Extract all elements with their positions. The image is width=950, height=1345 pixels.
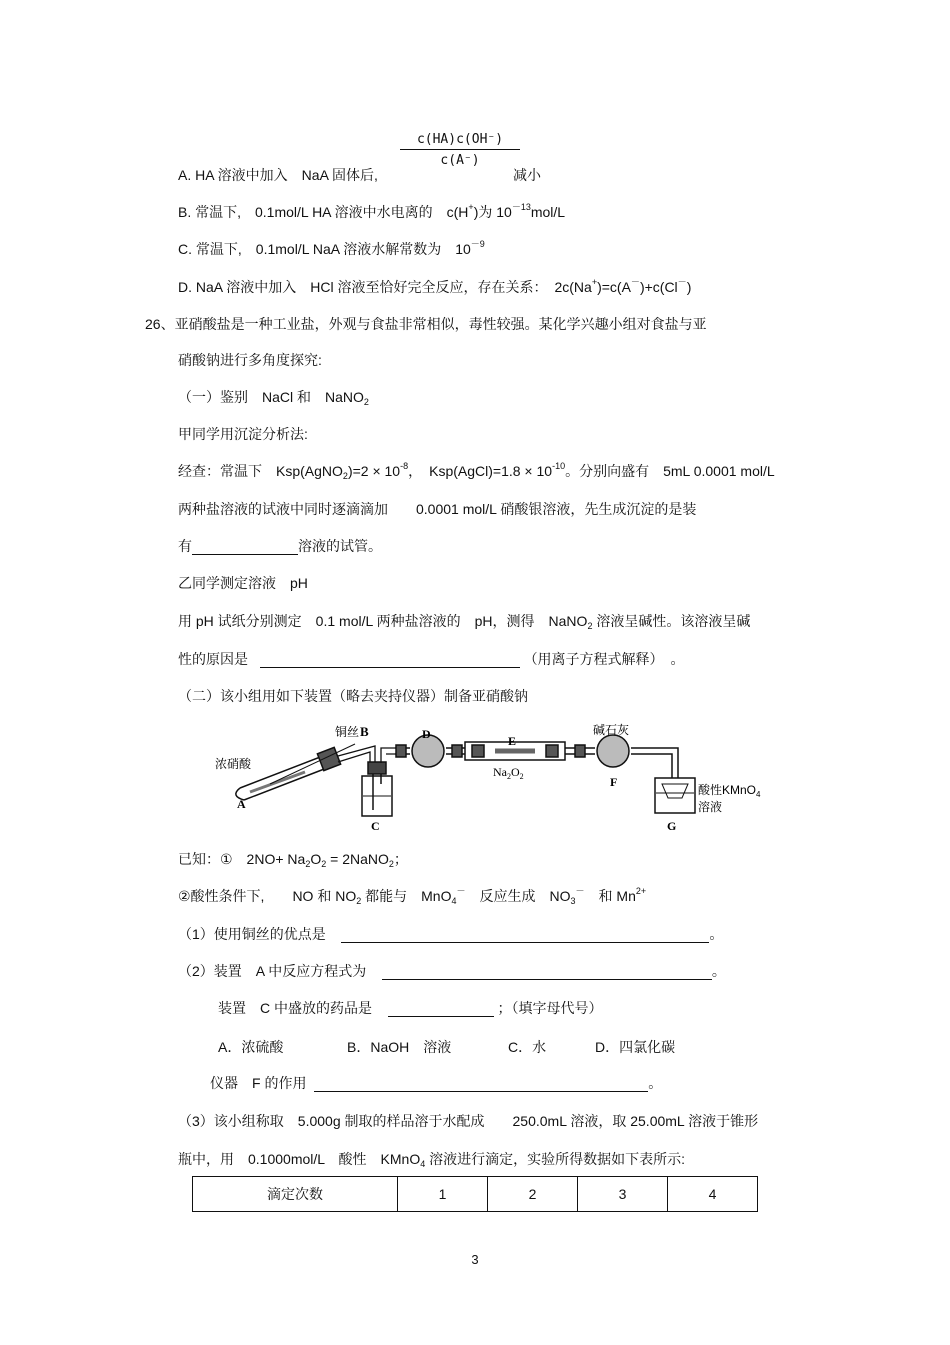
tube-e xyxy=(465,742,575,760)
label-a: A xyxy=(237,797,246,811)
sup: － xyxy=(575,886,585,896)
option-b xyxy=(178,203,565,221)
ksp-end: 。分别向盛有 5mL 0.0001 mol/L xyxy=(565,463,775,479)
sub: 2 xyxy=(587,621,593,631)
sub: 4 xyxy=(451,896,457,906)
ksp-mid: )=2 × 10 xyxy=(347,463,401,479)
titration-table xyxy=(192,1176,758,1212)
question-1 xyxy=(178,925,723,943)
option-b-mid: )为 10 xyxy=(473,204,512,220)
answer-blank[interactable] xyxy=(382,965,712,980)
option-d-mid: )=c(A xyxy=(597,279,631,295)
tube-a xyxy=(236,747,341,800)
jia-line: 甲同学用沉淀分析法: xyxy=(178,426,308,442)
option-b-unit: mol/L xyxy=(530,204,566,220)
reason-line xyxy=(178,650,685,668)
table-header-cell: 1 xyxy=(398,1177,488,1212)
page-number: 3 xyxy=(471,1252,479,1267)
sub: 2 xyxy=(388,859,394,869)
question-3-line2-text: 瓶中，用 0.1000mol/L 酸性 KMnO xyxy=(178,1151,421,1167)
ksp-mid2: ， Ksp(AgCl)=1.8 × 10 xyxy=(408,463,553,479)
question-2-text: （2）装置 A 中反应方程式为 xyxy=(178,963,367,979)
you-end: 溶液的试管。 xyxy=(298,538,382,554)
c-to-d-tube xyxy=(381,748,395,763)
sup: 2+ xyxy=(635,886,647,896)
label-b: B xyxy=(360,724,369,739)
answer-blank[interactable] xyxy=(260,653,520,668)
fraction-numerator: c(HA)c(OH⁻) xyxy=(400,132,520,150)
sup: + xyxy=(468,202,474,212)
you-text: 有 xyxy=(178,538,192,554)
answer-blank[interactable] xyxy=(341,928,709,943)
sub: 2 xyxy=(363,397,369,407)
known-2-mid3: 和 Mn xyxy=(584,888,636,904)
option-d xyxy=(178,278,691,296)
table-header-cell: 4 xyxy=(668,1177,758,1212)
sup: -8 xyxy=(400,461,409,471)
option-c xyxy=(178,240,485,258)
known-2-mid2: 反应生成 NO xyxy=(465,888,571,904)
known-2-text: ②酸性条件下, NO 和 NO xyxy=(178,888,357,904)
q26-line2: 硝酸钠进行多角度探究: xyxy=(178,352,322,368)
sup: －13 xyxy=(511,202,531,212)
part2-title: （二）该小组用如下装置（略去夹持仪器）制备亚硝酸钠 xyxy=(178,688,528,704)
part1-title-text: （一）鉴别 NaCl 和 NaNO xyxy=(178,389,364,405)
question-2-f-text: 仪器 F 的作用 xyxy=(210,1075,307,1091)
table-header-cell: 3 xyxy=(578,1177,668,1212)
option-d-mid2: )+c(Cl xyxy=(639,279,678,295)
label-conc-nitric: 浓硝酸 xyxy=(215,757,252,771)
choice-b: B．NaOH 溶液 xyxy=(347,1039,452,1055)
known-2 xyxy=(178,887,646,905)
label-soda-lime: 碱石灰 xyxy=(593,723,630,737)
answer-blank[interactable] xyxy=(388,1002,494,1017)
label-c: C xyxy=(371,819,380,833)
option-d-text: D. NaA 溶液中加入 HCl 溶液至恰好完全反应，存在关系： 2c(Na xyxy=(178,279,592,295)
answer-blank[interactable] xyxy=(192,540,298,555)
question-2-c-text: 装置 C 中盛放的药品是 xyxy=(218,1000,372,1016)
sup: － xyxy=(456,886,466,896)
reason-end: （用离子方程式解释） 。 xyxy=(523,651,685,667)
period: 。 xyxy=(711,963,726,979)
yi-line: 乙同学测定溶液 pH xyxy=(178,575,308,591)
apparatus-diagram xyxy=(210,718,780,838)
ph-text: 用 pH 试纸分别测定 0.1 mol/L 两种盐溶液的 pH，测得 NaNO xyxy=(178,613,588,629)
sup: －9 xyxy=(470,239,485,249)
known-2-mid: 都能与 MnO xyxy=(361,888,452,904)
known-1-mid2: = 2NaNO xyxy=(326,851,389,867)
fraction-formula xyxy=(400,132,520,168)
sup: + xyxy=(591,277,598,287)
choice-a: A．浓硫酸 xyxy=(218,1039,284,1055)
known-1-mid: O xyxy=(310,851,322,867)
fraction-denominator: c(A⁻) xyxy=(440,153,480,168)
bottle-c xyxy=(362,762,392,816)
beaker-g xyxy=(655,778,695,813)
question-3-line1: （3）该小组称取 5.000g 制取的样品溶于水配成 250.0mL 溶液，取 25.00mL 溶液于锥形 xyxy=(178,1113,759,1129)
ph-end: 溶液呈碱性。该溶液呈碱 xyxy=(592,613,751,629)
question-3-line2 xyxy=(178,1150,685,1168)
option-a-text: A. HA 溶液中加入 NaA 固体后, xyxy=(178,167,378,183)
label-kmno4: 酸性KMnO$_4$ xyxy=(698,783,761,799)
label-e: E xyxy=(508,734,517,748)
table-header-cell: 2 xyxy=(488,1177,578,1212)
ph-line xyxy=(178,612,750,630)
option-c-text: C. 常温下, 0.1mol/L NaA 溶液水解常数为 10 xyxy=(178,241,471,257)
answer-blank[interactable] xyxy=(314,1077,648,1092)
part1-title xyxy=(178,388,369,406)
you-line xyxy=(178,537,382,555)
label-copper: 铜丝 xyxy=(335,725,360,739)
period: 。 xyxy=(709,926,724,942)
sup: － xyxy=(630,277,640,287)
label-d: D xyxy=(422,727,431,741)
sub: 2 xyxy=(342,471,348,481)
ksp-text: 经查：常温下 Ksp(AgNO xyxy=(178,463,343,479)
option-d-end: ) xyxy=(686,279,692,295)
option-a xyxy=(178,166,378,184)
period: 。 xyxy=(648,1075,663,1091)
question-2-f xyxy=(210,1074,662,1092)
table-row xyxy=(193,1177,758,1212)
label-f: F xyxy=(610,775,618,789)
drying-tube-f xyxy=(575,735,678,778)
question-2 xyxy=(178,962,726,980)
label-g: G xyxy=(667,819,677,833)
sup: -10 xyxy=(552,461,566,471)
question-2-c-end: ；（填字母代号） xyxy=(497,1000,603,1016)
q26-line1: 26、亚硝酸盐是一种工业盐，外观与食盐非常相似，毒性较强。某化学兴趣小组对食盐与亚 xyxy=(145,316,707,332)
label-na2o2: $Na_2O_2$ xyxy=(493,765,524,781)
copper-wire xyxy=(270,744,355,784)
label-solution: 溶液 xyxy=(698,800,723,814)
known-1-end: ； xyxy=(393,851,408,867)
choice-c: C．水 xyxy=(508,1039,547,1055)
known-1 xyxy=(178,850,408,868)
sub: 2 xyxy=(356,896,362,906)
sub: 3 xyxy=(570,896,576,906)
known-1-text: 已知：① 2NO+ Na xyxy=(178,851,306,867)
table-header-cell: 滴定次数 xyxy=(193,1177,398,1212)
question-2-c xyxy=(218,999,602,1017)
sub: 4 xyxy=(420,1159,426,1169)
option-b-text: B. 常温下, 0.1mol/L HA 溶液中水电离的 c(H xyxy=(178,204,469,220)
ksp-line xyxy=(178,462,775,480)
question-1-text: （1）使用铜丝的优点是 xyxy=(178,926,326,942)
choice-d: D．四氯化碳 xyxy=(595,1039,676,1055)
sub: 2 xyxy=(305,859,311,869)
sub: 2 xyxy=(321,859,327,869)
sup: － xyxy=(677,277,687,287)
two-salts-line: 两种盐溶液的试液中同时逐滴滴加 0.0001 mol/L 硝酸银溶液，先生成沉淀的是装 xyxy=(178,501,697,517)
reason-text: 性的原因是 xyxy=(178,651,248,667)
option-a-end: 减小 xyxy=(513,167,541,183)
question-3-line2-end: 溶液进行滴定，实验所得数据如下表所示: xyxy=(425,1151,686,1167)
